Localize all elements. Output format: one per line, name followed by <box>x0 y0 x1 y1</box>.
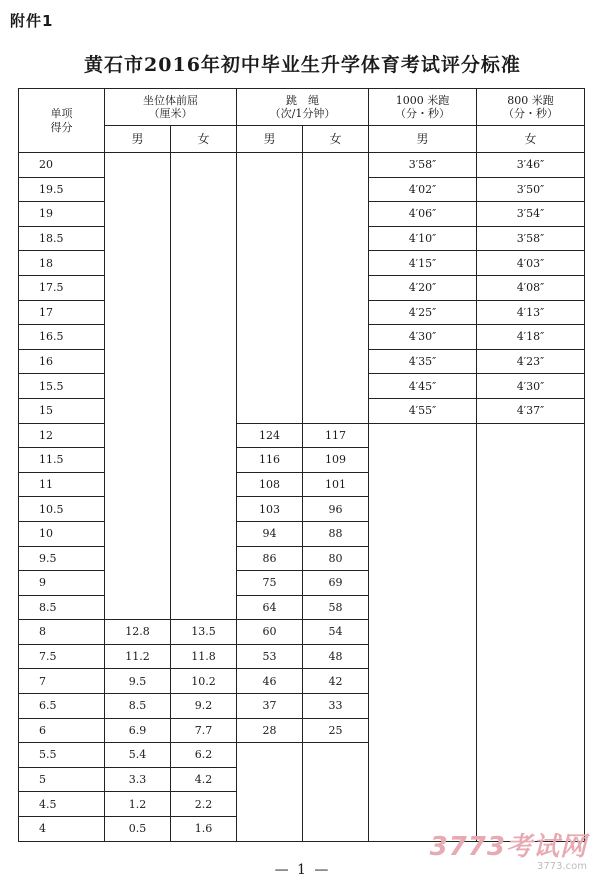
sit-female-cell: 11.8 <box>171 644 237 669</box>
rope-female-cell: 109 <box>303 448 369 473</box>
sit-male-cell: 9.5 <box>105 669 171 694</box>
rope-female-cell: 42 <box>303 669 369 694</box>
run-800-female-cell: 3′58″ <box>477 226 585 251</box>
score-cell: 17 <box>19 300 105 325</box>
rope-female-cell: 80 <box>303 546 369 571</box>
header-run-800-female: 女 <box>477 126 585 153</box>
score-cell: 8 <box>19 620 105 645</box>
rope-female-cell: 48 <box>303 644 369 669</box>
score-cell: 5.5 <box>19 743 105 768</box>
score-cell: 10 <box>19 521 105 546</box>
score-cell: 9.5 <box>19 546 105 571</box>
score-cell: 18.5 <box>19 226 105 251</box>
score-cell: 8.5 <box>19 595 105 620</box>
sit-female-cell: 1.6 <box>171 817 237 842</box>
run-800-female-cell: 4′08″ <box>477 275 585 300</box>
score-cell: 4.5 <box>19 792 105 817</box>
page-number: — 1 — <box>274 862 331 878</box>
score-cell: 4 <box>19 817 105 842</box>
rope-male-cell: 116 <box>237 448 303 473</box>
score-cell: 15.5 <box>19 374 105 399</box>
run-1000-male-cell: 4′20″ <box>369 275 477 300</box>
rope-female-cell: 33 <box>303 694 369 719</box>
table-row <box>19 153 585 178</box>
score-cell: 20 <box>19 153 105 178</box>
sit-female-cell: 10.2 <box>171 669 237 694</box>
document-title: 黄石市2016年初中毕业生升学体育考试评分标准 <box>84 54 521 76</box>
run-800-female-cell: 4′18″ <box>477 325 585 350</box>
score-cell: 16.5 <box>19 325 105 350</box>
score-cell: 19.5 <box>19 177 105 202</box>
rope-male-cell: 60 <box>237 620 303 645</box>
score-cell: 7.5 <box>19 644 105 669</box>
header-sit-male: 男 <box>105 126 171 153</box>
rope-female-cell: 88 <box>303 521 369 546</box>
rope-female-cell: 101 <box>303 472 369 497</box>
empty-rope-female-cell <box>303 153 369 424</box>
rope-male-cell: 86 <box>237 546 303 571</box>
sit-female-cell: 9.2 <box>171 694 237 719</box>
run-800-female-cell: 4′13″ <box>477 300 585 325</box>
run-800-female-cell: 3′46″ <box>477 153 585 178</box>
rope-female-cell: 54 <box>303 620 369 645</box>
empty-sit-female-cell <box>171 153 237 620</box>
header-rope-male: 男 <box>237 126 303 153</box>
empty-rope-male-cell <box>237 153 303 424</box>
run-1000-male-cell: 4′10″ <box>369 226 477 251</box>
rope-male-cell: 94 <box>237 521 303 546</box>
empty-sit-male-cell <box>105 153 171 620</box>
run-1000-male-cell: 4′55″ <box>369 398 477 423</box>
run-1000-male-cell: 4′45″ <box>369 374 477 399</box>
empty-run-800-cell <box>477 423 585 841</box>
rope-male-cell: 108 <box>237 472 303 497</box>
run-1000-male-cell: 4′30″ <box>369 325 477 350</box>
rope-female-cell: 117 <box>303 423 369 448</box>
sit-female-cell: 2.2 <box>171 792 237 817</box>
sit-female-cell: 4.2 <box>171 767 237 792</box>
empty-rope-female-cell <box>303 743 369 841</box>
sit-male-cell: 6.9 <box>105 718 171 743</box>
run-800-female-cell: 3′50″ <box>477 177 585 202</box>
score-cell: 15 <box>19 398 105 423</box>
score-cell: 5 <box>19 767 105 792</box>
score-cell: 17.5 <box>19 275 105 300</box>
score-cell: 6 <box>19 718 105 743</box>
rope-male-cell: 75 <box>237 571 303 596</box>
score-cell: 11 <box>19 472 105 497</box>
header-sit-reach: 坐位体前屈 （厘米） <box>105 89 237 126</box>
score-cell: 16 <box>19 349 105 374</box>
score-cell: 19 <box>19 202 105 227</box>
empty-run-1000-cell <box>369 423 477 841</box>
run-1000-male-cell: 3′58″ <box>369 153 477 178</box>
score-cell: 12 <box>19 423 105 448</box>
rope-male-cell: 103 <box>237 497 303 522</box>
header-run-800: 800 米跑 （分・秒） <box>477 89 585 126</box>
scoring-table <box>18 88 585 842</box>
run-800-female-cell: 4′23″ <box>477 349 585 374</box>
rope-male-cell: 46 <box>237 669 303 694</box>
run-800-female-cell: 4′03″ <box>477 251 585 276</box>
sit-male-cell: 0.5 <box>105 817 171 842</box>
score-cell: 9 <box>19 571 105 596</box>
run-1000-male-cell: 4′35″ <box>369 349 477 374</box>
header-run-1000: 1000 米跑 （分・秒） <box>369 89 477 126</box>
score-cell: 10.5 <box>19 497 105 522</box>
run-800-female-cell: 4′37″ <box>477 398 585 423</box>
sit-male-cell: 12.8 <box>105 620 171 645</box>
sit-male-cell: 5.4 <box>105 743 171 768</box>
rope-male-cell: 53 <box>237 644 303 669</box>
sit-male-cell: 3.3 <box>105 767 171 792</box>
sit-male-cell: 8.5 <box>105 694 171 719</box>
rope-male-cell: 28 <box>237 718 303 743</box>
rope-female-cell: 25 <box>303 718 369 743</box>
header-rope: 跳 绳 （次/1分钟） <box>237 89 369 126</box>
score-cell: 11.5 <box>19 448 105 473</box>
rope-female-cell: 58 <box>303 595 369 620</box>
watermark-url: 3773.com <box>537 861 587 872</box>
sit-male-cell: 1.2 <box>105 792 171 817</box>
run-1000-male-cell: 4′06″ <box>369 202 477 227</box>
header-rope-female: 女 <box>303 126 369 153</box>
attachment-label: 附件1 <box>10 12 54 30</box>
run-800-female-cell: 4′30″ <box>477 374 585 399</box>
score-cell: 7 <box>19 669 105 694</box>
run-800-female-cell: 3′54″ <box>477 202 585 227</box>
header-sit-female: 女 <box>171 126 237 153</box>
score-cell: 18 <box>19 251 105 276</box>
run-1000-male-cell: 4′25″ <box>369 300 477 325</box>
rope-male-cell: 124 <box>237 423 303 448</box>
sit-female-cell: 13.5 <box>171 620 237 645</box>
table-body <box>19 153 585 842</box>
empty-rope-male-cell <box>237 743 303 841</box>
watermark-logo <box>430 826 587 872</box>
sit-female-cell: 7.7 <box>171 718 237 743</box>
watermark-brand: 3773考试网 <box>429 832 587 862</box>
rope-male-cell: 64 <box>237 595 303 620</box>
table-row <box>19 423 585 448</box>
sit-male-cell: 11.2 <box>105 644 171 669</box>
rope-male-cell: 37 <box>237 694 303 719</box>
score-cell: 6.5 <box>19 694 105 719</box>
rope-female-cell: 69 <box>303 571 369 596</box>
header-score: 单项 得分 <box>19 89 105 153</box>
rope-female-cell: 96 <box>303 497 369 522</box>
header-run-1000-male: 男 <box>369 126 477 153</box>
run-1000-male-cell: 4′02″ <box>369 177 477 202</box>
sit-female-cell: 6.2 <box>171 743 237 768</box>
run-1000-male-cell: 4′15″ <box>369 251 477 276</box>
